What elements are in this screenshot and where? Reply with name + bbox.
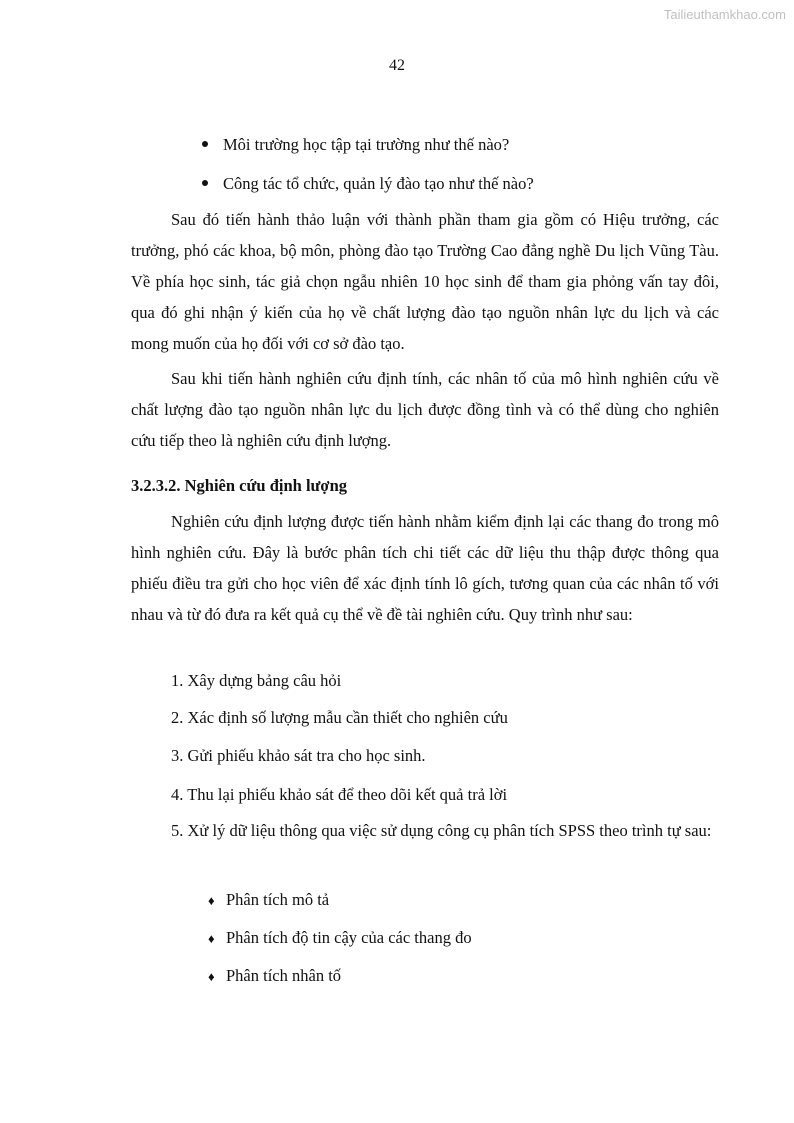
- diamond-bullet-icon: ♦: [208, 931, 215, 946]
- bullet-item: Môi trường học tập tại trường như thế nào?: [202, 135, 509, 155]
- paragraph: Sau đó tiến hành thảo luận với thành phần tham gia gồm có Hiệu trưởng, các trưởng, phó các khoa, bộ môn, phòng đào tạo Trường Cao đẳng nghề Du lịch Vũng Tàu. Về phía học sinh, tác giả chọn ngẫu nhiên 10 học sinh để tham gia phỏng vấn tay đôi, qua đó ghi nhận ý kiến của họ về chất lượng đào tạo nguồn nhân lực du lịch và các mong muốn của họ đối với cơ sở đào tạo.: [131, 210, 719, 353]
- section-heading: 3.2.3.2. Nghiên cứu định lượng: [131, 476, 347, 495]
- list-item: 2. Xác định số lượng mẫu cần thiết cho nghiên cứu: [171, 708, 508, 727]
- list-item: 4. Thu lại phiếu khảo sát để theo dõi kết quả trả lời: [171, 785, 508, 804]
- bullet-item: Công tác tổ chức, quản lý đào tạo như thế nào?: [202, 174, 534, 194]
- sub-list-item: ♦ Phân tích độ tin cậy của các thang đo: [208, 928, 472, 947]
- list-item: 3. Gửi phiếu khảo sát tra cho học sinh.: [171, 746, 426, 765]
- paragraph: Sau khi tiến hành nghiên cứu định tính, các nhân tố của mô hình nghiên cứu về chất lượng đào tạo nguồn nhân lực du lịch được đồng tình và có thể dùng cho nghiên cứu tiếp theo là nghiên cứu định lượng.: [131, 369, 719, 450]
- bullet-dot-icon: [202, 141, 208, 147]
- page-number: 42: [389, 57, 405, 74]
- list-item: 5. Xử lý dữ liệu thông qua việc sử dụng công cụ phân tích SPSS theo trình tự sau:: [171, 821, 712, 840]
- sub-list-item: ♦ Phân tích nhân tố: [208, 966, 342, 985]
- watermark: Tailieuthamkhao.com: [663, 7, 786, 22]
- paragraph: Nghiên cứu định lượng được tiến hành nhằm kiểm định lại các thang đo trong mô hình nghiên cứu. Đây là bước phân tích chi tiết các dữ liệu thu thập được thông qua phiếu điều tra gửi cho học viên để xác định tính lô gích, tương quan của các nhân tố với nhau và từ đó đưa ra kết quả cụ thể về đề tài nghiên cứu. Quy trình như sau:: [131, 512, 719, 624]
- list-item: 1. Xây dựng bảng câu hỏi: [171, 671, 342, 690]
- diamond-bullet-icon: ♦: [208, 969, 215, 984]
- diamond-bullet-icon: ♦: [208, 893, 215, 908]
- sub-list-item: ♦ Phân tích mô tả: [208, 890, 330, 909]
- bullet-dot-icon: [202, 180, 208, 186]
